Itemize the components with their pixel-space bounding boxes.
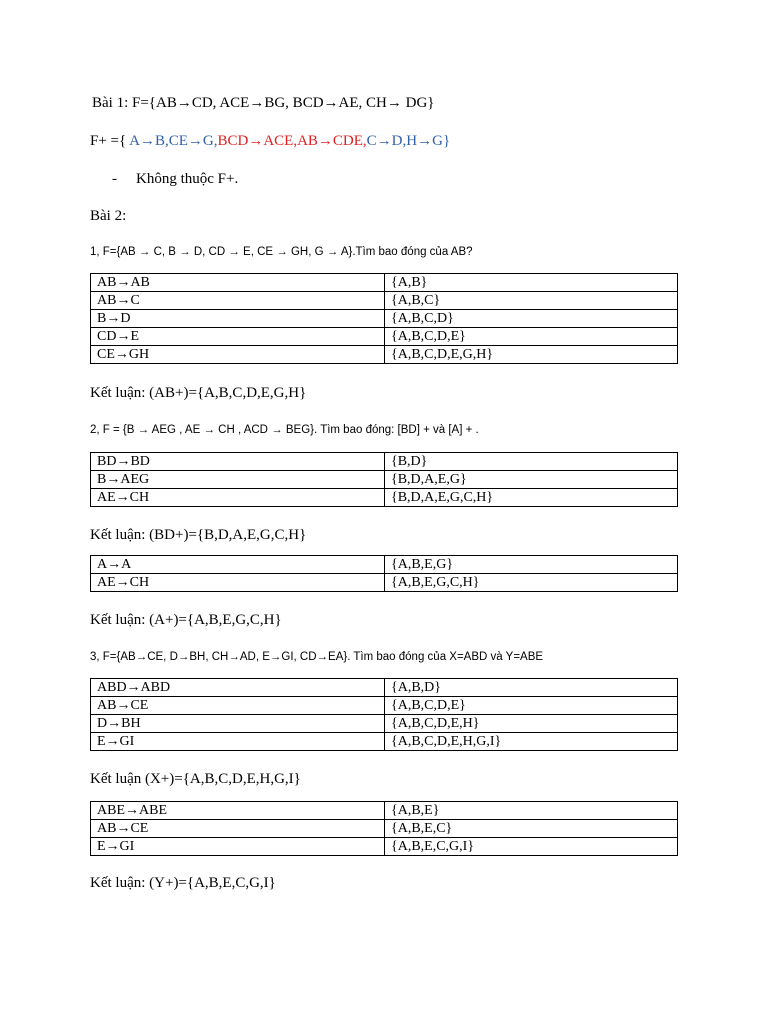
dependency-cell: BD→BD <box>91 453 385 471</box>
q1-question: 1, F={AB → C, B → D, CD → E, CE → GH, G → A}.Tìm bao đóng của AB? <box>90 246 473 258</box>
table-row <box>91 802 678 820</box>
q2-a-conclusion: Kết luận: (A+)={A,B,E,G,C,H} <box>90 612 282 628</box>
table-row <box>91 697 678 715</box>
closure-cell: {A,B,E} <box>385 802 678 820</box>
dependency-cell: CD→E <box>91 328 385 346</box>
dependency-cell: ABD→ABD <box>91 679 385 697</box>
q1-conclusion: Kết luận: (AB+)={A,B,C,D,E,G,H} <box>90 385 307 401</box>
closure-cell: {A,B} <box>385 274 678 292</box>
q2-a-closure-table <box>90 555 678 592</box>
fplus-prefix: F+ ={ <box>90 133 130 149</box>
q3-x-conclusion: Kết luận (X+)={A,B,C,D,E,H,G,I} <box>90 771 301 787</box>
closure-cell: {A,B,D} <box>385 679 678 697</box>
closure-cell: {A,B,E,G,C,H} <box>385 574 678 592</box>
dependency-cell: B→D <box>91 310 385 328</box>
closure-cell: {A,B,C,D,E,G,H} <box>385 346 678 364</box>
q3-y-closure-table <box>90 801 678 856</box>
closure-cell: {A,B,C} <box>385 292 678 310</box>
dependency-cell: AB→CE <box>91 820 385 838</box>
bai1-heading: Bài 1: F={AB→CD, ACE→BG, BCD→AE, CH→ DG} <box>92 95 435 111</box>
dependency-cell: CE→GH <box>91 346 385 364</box>
table-row <box>91 310 678 328</box>
dependency-cell: AB→C <box>91 292 385 310</box>
dependency-cell: AE→CH <box>91 574 385 592</box>
closure-cell: {A,B,E,C,G,I} <box>385 838 678 856</box>
dependency-cell: B→AEG <box>91 471 385 489</box>
table-row <box>91 733 678 751</box>
table-row <box>91 556 678 574</box>
closure-cell: {B,D,A,E,G} <box>385 471 678 489</box>
table-row <box>91 292 678 310</box>
fplus-line <box>90 133 450 150</box>
dependency-cell: A→A <box>91 556 385 574</box>
closure-cell: {A,B,C,D,E} <box>385 328 678 346</box>
q3-x-closure-table <box>90 678 678 751</box>
fplus-suffix: } <box>442 133 451 149</box>
table-row <box>91 820 678 838</box>
table-row <box>91 489 678 507</box>
dependency-cell: D→BH <box>91 715 385 733</box>
closure-cell: {B,D,A,E,G,C,H} <box>385 489 678 507</box>
dependency-cell: E→GI <box>91 733 385 751</box>
q2-question: 2, F = {B → AEG , AE → CH , ACD → BEG}. Tìm bao đóng: [BD] + và [A] + . <box>90 424 479 436</box>
table-row <box>91 838 678 856</box>
table-row <box>91 274 678 292</box>
q2-bd-closure-table <box>90 452 678 507</box>
closure-cell: {A,B,C,D,E} <box>385 697 678 715</box>
closure-cell: {A,B,C,D} <box>385 310 678 328</box>
dependency-cell: AE→CH <box>91 489 385 507</box>
fplus-blue-part-2: C→D,H→G <box>366 133 443 149</box>
bullet-dash: - <box>112 171 117 187</box>
table-row <box>91 346 678 364</box>
closure-cell: {A,B,E,C} <box>385 820 678 838</box>
q3-question: 3, F={AB→CE, D→BH, CH→AD, E→GI, CD→EA}. Tìm bao đóng của X=ABD và Y=ABE <box>90 651 544 663</box>
dependency-cell: AB→AB <box>91 274 385 292</box>
fplus-red-part: BCD→ACE,AB→CDE, <box>217 133 367 149</box>
closure-cell: {A,B,C,D,E,H,G,I} <box>385 733 678 751</box>
closure-cell: {B,D} <box>385 453 678 471</box>
dependency-cell: ABE→ABE <box>91 802 385 820</box>
closure-cell: {A,B,C,D,E,H} <box>385 715 678 733</box>
q3-y-conclusion: Kết luận: (Y+)={A,B,E,C,G,I} <box>90 875 276 891</box>
table-row <box>91 453 678 471</box>
bullet-text: Không thuộc F+. <box>136 171 239 187</box>
closure-cell: {A,B,E,G} <box>385 556 678 574</box>
dependency-cell: E→GI <box>91 838 385 856</box>
fplus-blue-part-1: A→B,CE→G, <box>129 133 218 149</box>
table-row <box>91 471 678 489</box>
q2-bd-conclusion: Kết luận: (BD+)={B,D,A,E,G,C,H} <box>90 527 307 543</box>
q1-closure-table <box>90 273 678 364</box>
table-row <box>91 715 678 733</box>
table-row <box>91 679 678 697</box>
dependency-cell: AB→CE <box>91 697 385 715</box>
table-row <box>91 328 678 346</box>
table-row <box>91 574 678 592</box>
bai2-heading: Bài 2: <box>90 208 127 224</box>
